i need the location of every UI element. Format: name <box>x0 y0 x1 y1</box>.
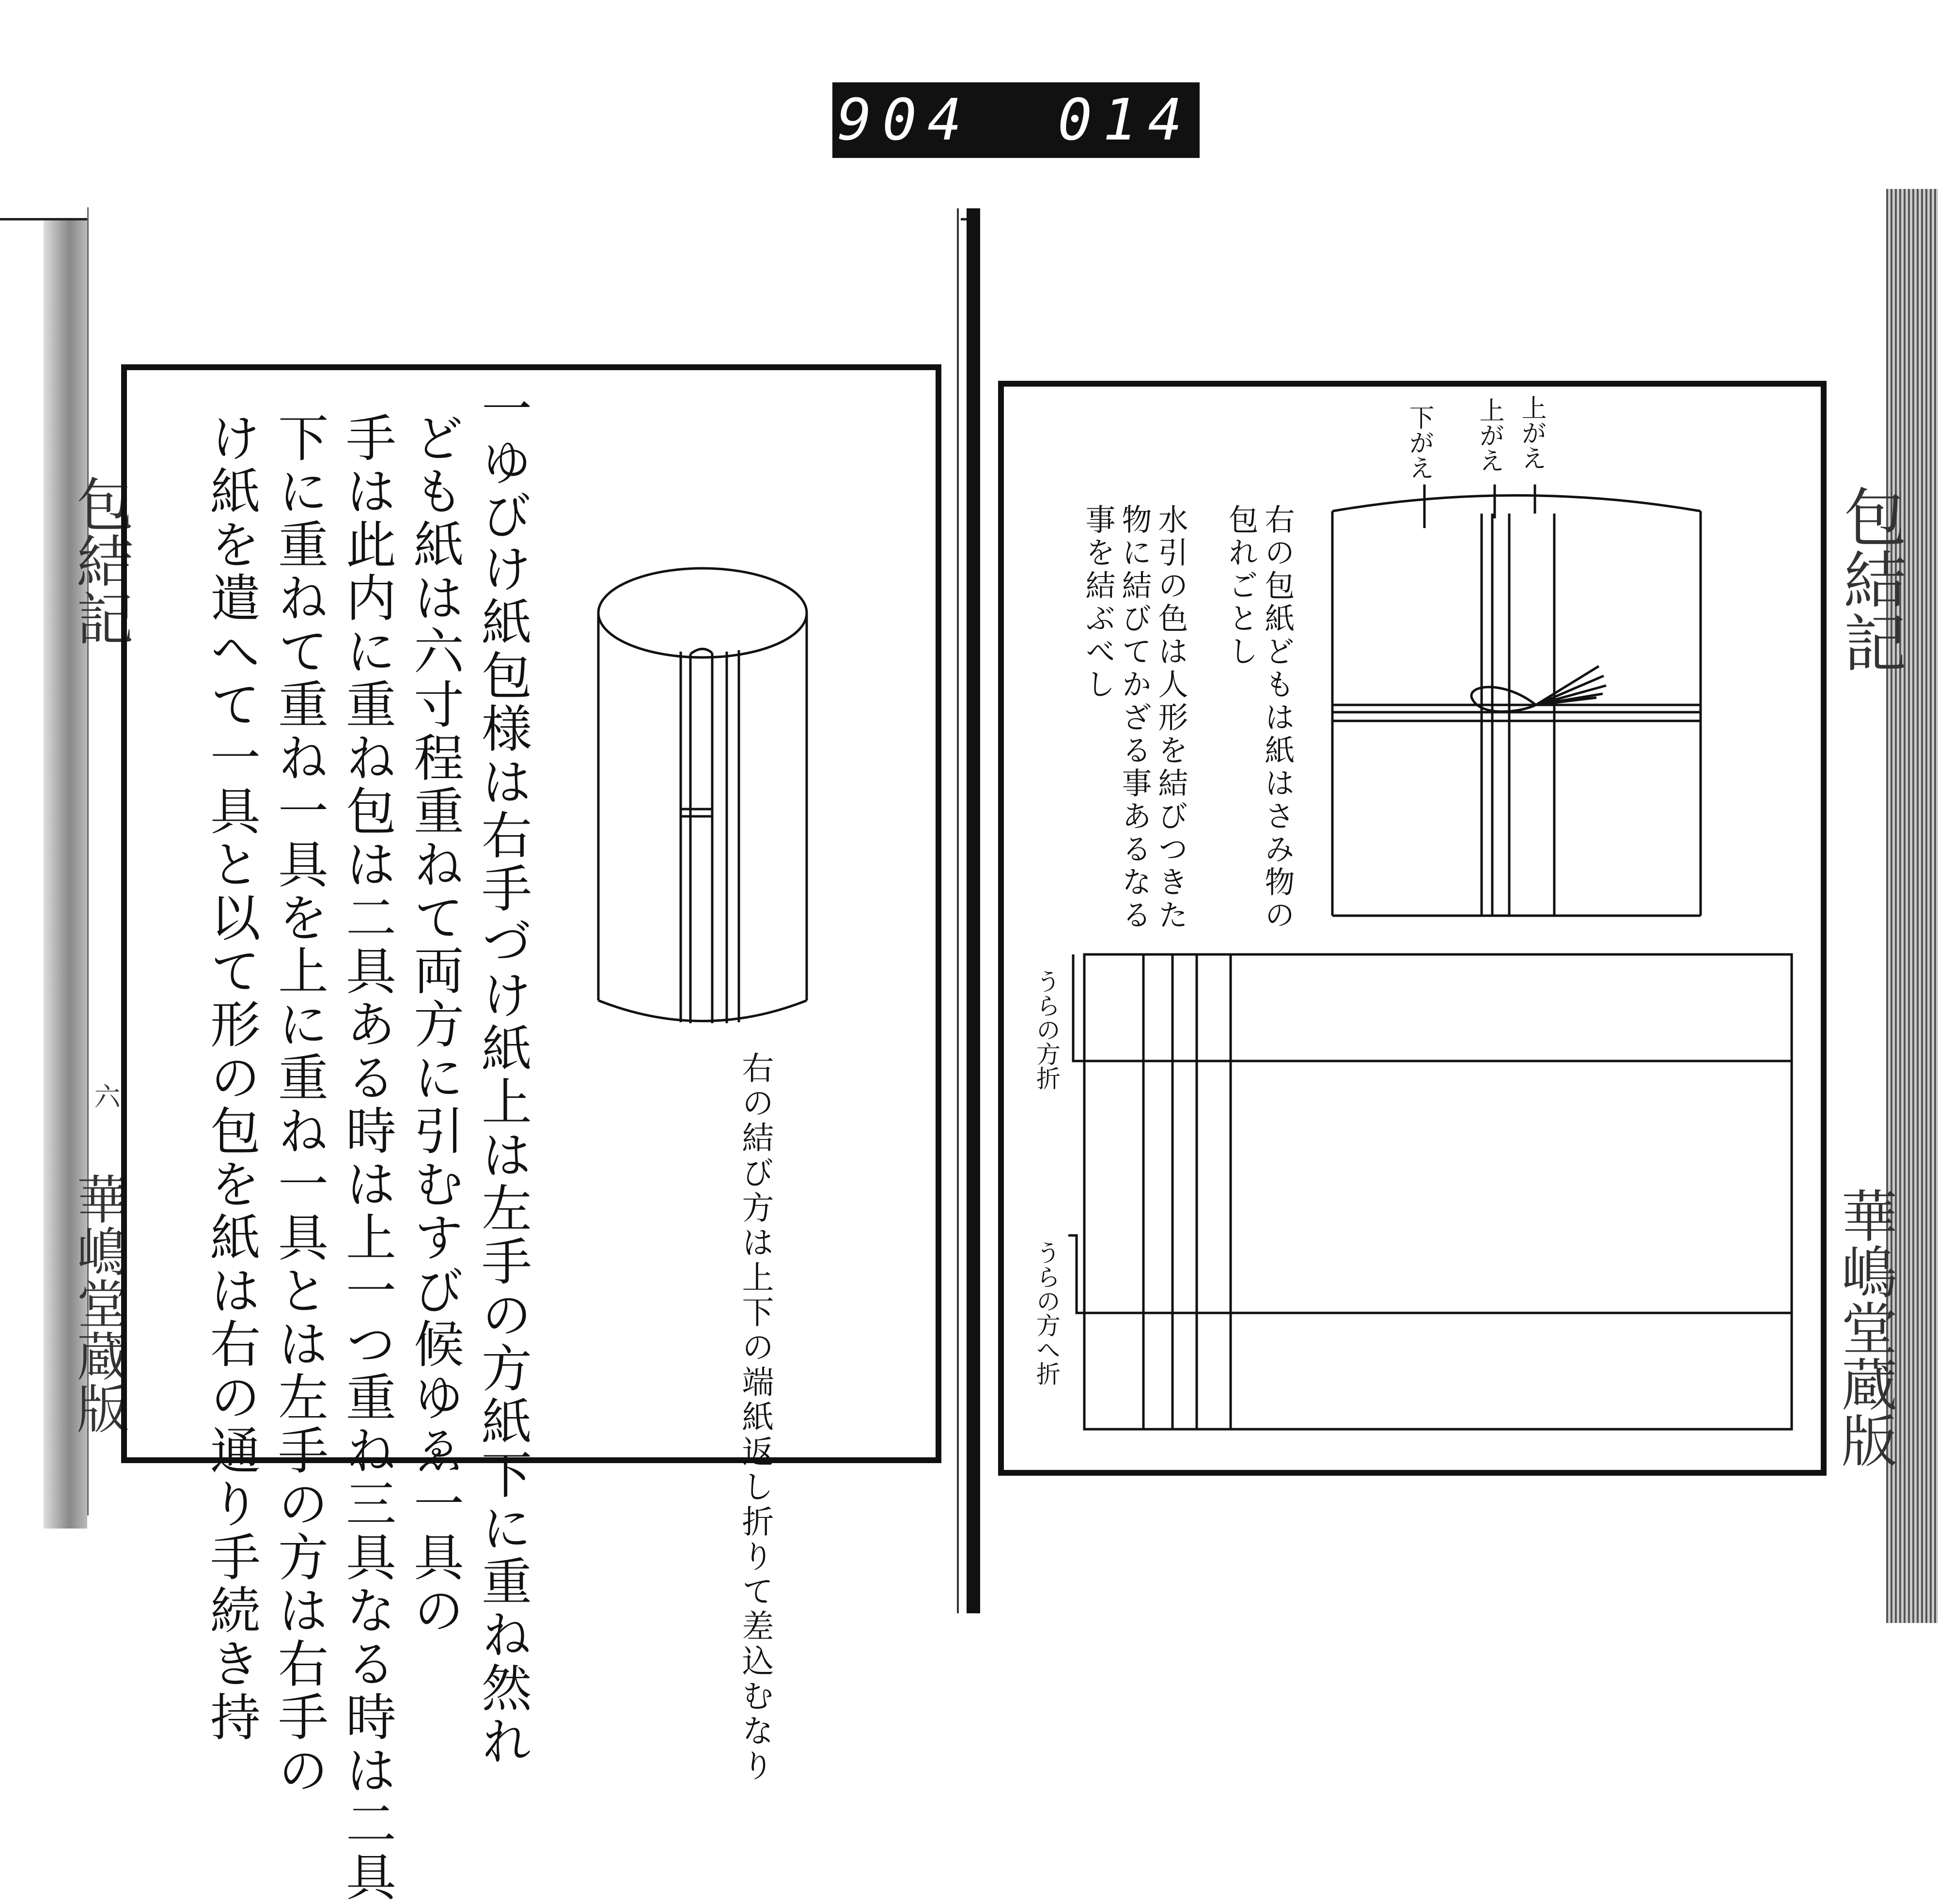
unfolded-sheet-diagram <box>1042 950 1797 1434</box>
book-gutter <box>967 208 980 1613</box>
text-column-5: け紙を遣へて一具と以て形の包を紙は右の通り手続き持 <box>202 412 261 1744</box>
label-upper-fold-a: 上がえ <box>1475 397 1504 473</box>
right-spine-publisher: 華嶋堂蔵版 <box>1832 1187 1897 1468</box>
fold-label-bottom: うらの方へ折 <box>1032 1240 1061 1386</box>
note-column-5: 事を結ぶべし <box>1080 504 1116 702</box>
frame-number-right: 014 <box>1058 86 1193 153</box>
cylinder-wrap-illustration <box>581 557 824 1037</box>
text-column-1: 一ゆびけ紙包様は右手づけ紙上は左手の方紙下に重ね然れ <box>473 383 532 1768</box>
note-column-2: 包れごとし <box>1223 504 1259 669</box>
left-spine-title: 包結記 <box>67 475 134 646</box>
label-lower-fold: 下がえ <box>1405 405 1434 480</box>
frame-number-plate <box>832 82 1200 158</box>
text-column-4: 下に重ねて重ね一具を上に重ね一具とは左手の方は右手の <box>269 412 328 1797</box>
label-upper-fold-b: 上がえ <box>1517 395 1546 470</box>
left-spine-publisher: 華嶋堂蔵版 <box>68 1172 128 1434</box>
left-page-number: 六 <box>90 1083 121 1109</box>
text-column-2: ども紙は六寸程重ねて両方に引むすび候ゆゑ一具の <box>405 412 464 1638</box>
frame-number-left: 904 <box>837 86 973 153</box>
text-column-3: 手は此内に重ね包は二具ある時は上一つ重ね三具なる時は二具 <box>337 412 396 1904</box>
packet-wrap-illustration <box>1328 484 1705 921</box>
note-column-1: 右の包紙どもは紙はさみ物の <box>1260 504 1295 932</box>
fold-label-top: うらの方折 <box>1032 969 1061 1090</box>
gutter-shadow <box>957 208 959 1613</box>
illustration-caption: 右の結び方は上下の端紙返し折りて差込むなり <box>736 1051 774 1784</box>
note-column-3: 水引の色は人形を結びつきた <box>1153 504 1188 932</box>
right-spine-title: 包結記 <box>1833 484 1907 673</box>
note-column-4: 物に結びてかざる事あるなる <box>1117 504 1152 932</box>
